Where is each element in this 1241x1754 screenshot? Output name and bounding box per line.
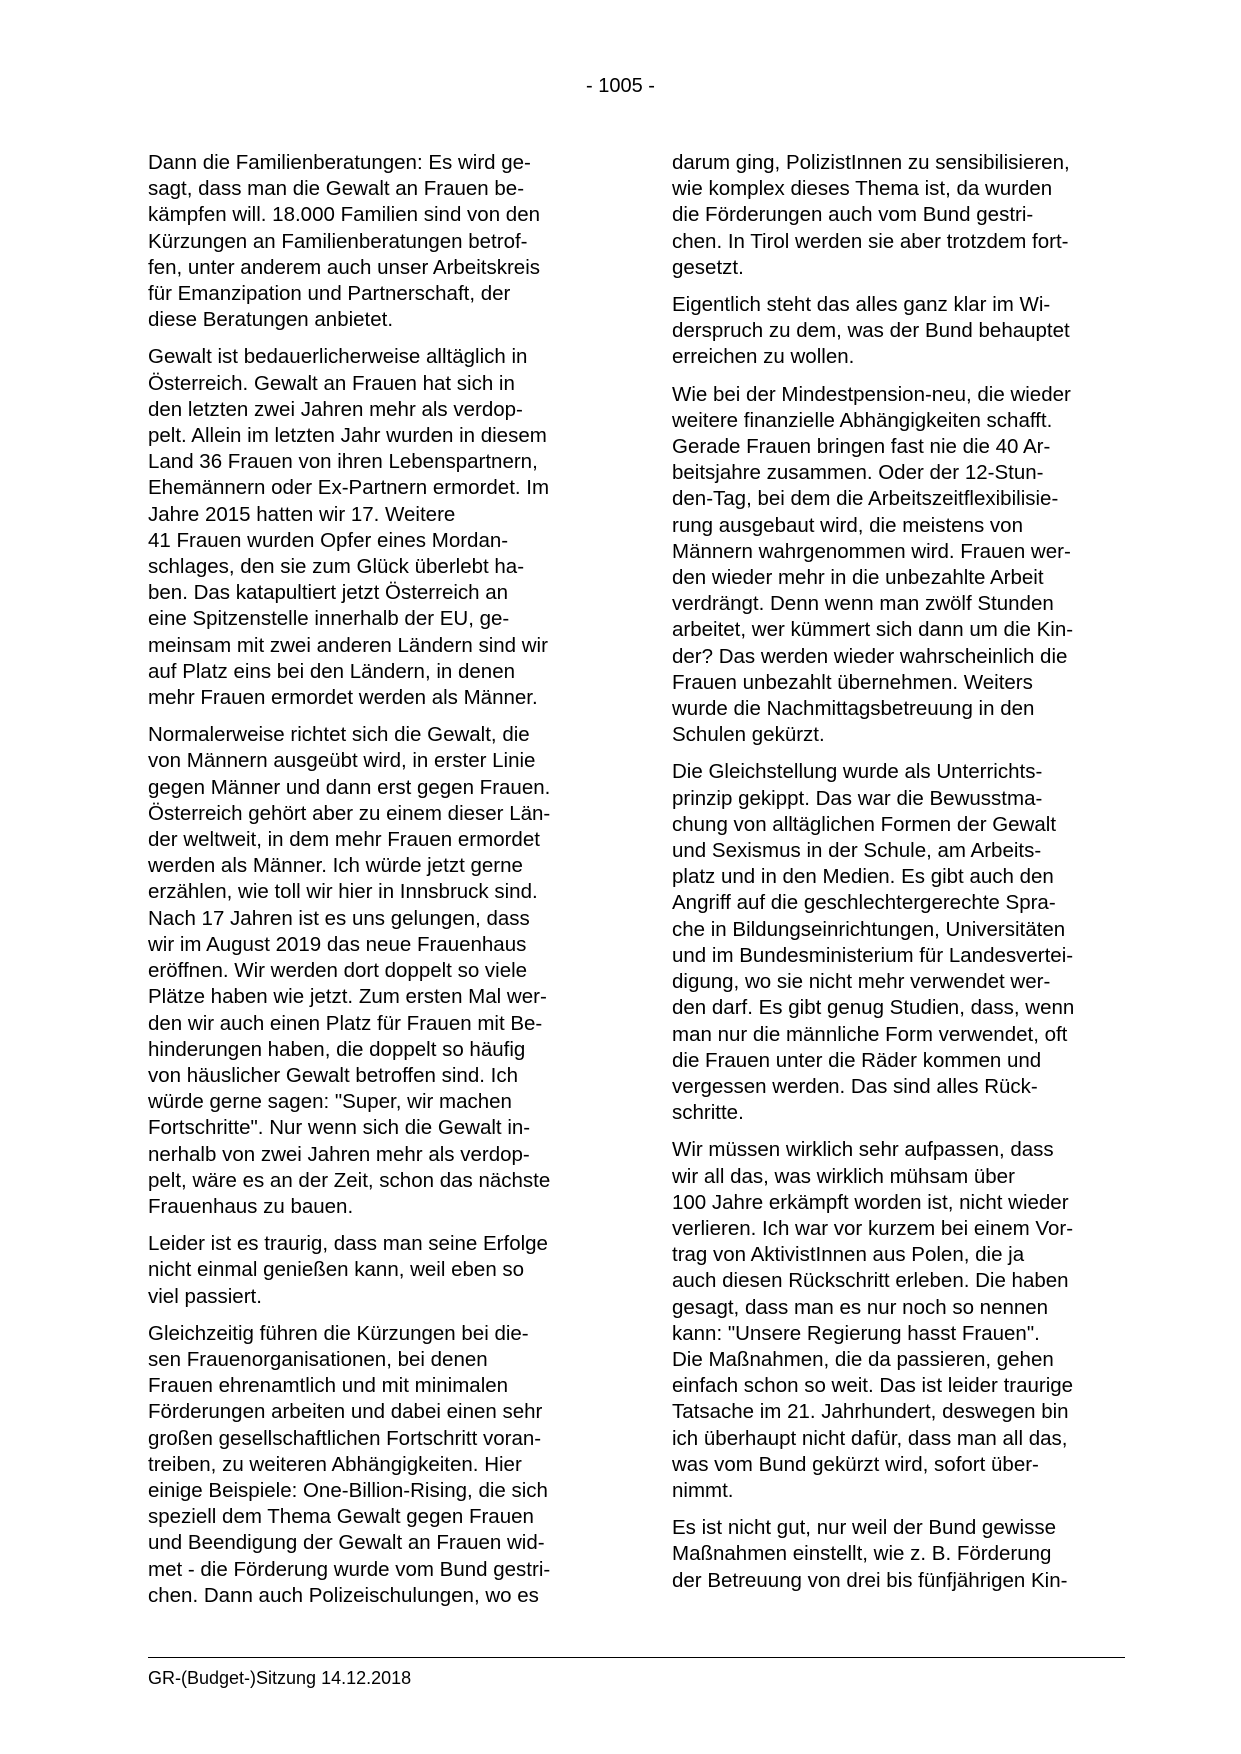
text-line: kämpfen will. 18.000 Familien sind von den: [148, 203, 540, 227]
right-column: [672, 150, 1116, 1605]
text-line: sen Frauenorganisationen, bei denen: [148, 1347, 488, 1371]
text-line: den wir auch einen Platz für Frauen mit Be-: [148, 1011, 543, 1035]
text-line: von Männern ausgeübt wird, in erster Linie: [148, 749, 536, 773]
text-line: Männern wahrgenommen wird. Frauen wer-: [672, 539, 1071, 563]
text-line: großen gesellschaftlichen Fortschritt voran-: [148, 1426, 542, 1450]
text-line: pelt. Allein im letzten Jahr wurden in diesem: [148, 424, 547, 448]
text-line: Normalerweise richtet sich die Gewalt, die: [148, 723, 530, 747]
page-number: - 1005 -: [586, 75, 655, 97]
text-line: man nur die männliche Form verwendet, oft: [672, 1022, 1068, 1046]
text-line: Gleichzeitig führen die Kürzungen bei die-: [148, 1321, 529, 1345]
text-line: eine Spitzenstelle innerhalb der EU, ge-: [148, 607, 510, 631]
text-line: Die Gleichstellung wurde als Unterrichts-: [672, 760, 1043, 784]
text-line: Fortschritte". Nur wenn sich die Gewalt in-: [148, 1116, 531, 1140]
paragraph: [672, 1515, 1116, 1594]
text-line: arbeitet, wer kümmert sich dann um die Kin-: [672, 618, 1074, 642]
footer-session-date: GR-(Budget-)Sitzung 14.12.2018: [148, 1668, 412, 1688]
text-line: nimmt.: [672, 1478, 734, 1502]
text-line: verlieren. Ich war vor kurzem bei einem Vor-: [672, 1216, 1074, 1240]
text-line: würde gerne sagen: "Super, wir machen: [148, 1090, 512, 1114]
text-line: Österreich. Gewalt an Frauen hat sich in: [148, 371, 515, 395]
text-line: die Förderungen auch vom Bund gestri-: [672, 203, 1034, 227]
text-line: verdrängt. Denn wenn man zwölf Stunden: [672, 592, 1054, 616]
text-line: Gewalt ist bedauerlicherweise alltäglich in: [148, 345, 528, 369]
text-line: die Frauen unter die Räder kommen und: [672, 1048, 1042, 1072]
text-line: beitsjahre zusammen. Oder der 12-Stun-: [672, 461, 1044, 485]
text-line: trag von AktivistInnen aus Polen, die ja: [672, 1243, 1025, 1267]
text-line: ben. Das katapultiert jetzt Österreich an: [148, 581, 509, 605]
text-line: Schulen gekürzt.: [672, 723, 825, 747]
text-line: pelt, wäre es an der Zeit, schon das nächste: [148, 1168, 551, 1192]
text-line: treiben, zu weiteren Abhängigkeiten. Hier: [148, 1452, 522, 1476]
text-line: platz und in den Medien. Es gibt auch den: [672, 865, 1054, 889]
text-line: wir all das, was wirklich mühsam über: [672, 1164, 1015, 1188]
text-line: Österreich gehört aber zu einem dieser Län-: [148, 801, 551, 825]
text-line: Frauenhaus zu bauen.: [148, 1194, 354, 1218]
text-line: prinzip gekippt. Das war die Bewusstma-: [672, 786, 1043, 810]
text-line: für Emanzipation und Partnerschaft, der: [148, 282, 511, 306]
paragraph: [672, 382, 1116, 749]
text-line: von häuslicher Gewalt betroffen sind. Ich: [148, 1063, 518, 1087]
text-line: gesagt, dass man es nur noch so nennen: [672, 1295, 1049, 1319]
text-line: weitere finanzielle Abhängigkeiten schafft.: [672, 408, 1053, 432]
text-line: nicht einmal genießen kann, weil eben so: [148, 1258, 525, 1282]
text-line: speziell dem Thema Gewalt gegen Frauen: [148, 1505, 534, 1529]
text-line: chen. Dann auch Polizeischulungen, wo es: [148, 1583, 539, 1607]
text-line: Wie bei der Mindestpension-neu, die wieder: [672, 382, 1071, 406]
paragraph: [148, 1321, 598, 1609]
text-line: che in Bildungseinrichtungen, Universitäten: [672, 917, 1066, 941]
paragraph: [672, 292, 1116, 371]
text-line: was vom Bund gekürzt wird, sofort über-: [672, 1452, 1039, 1476]
text-line: vergessen werden. Das sind alles Rück-: [672, 1074, 1038, 1098]
text-line: nerhalb von zwei Jahren mehr als verdop-: [148, 1142, 530, 1166]
text-line: den darf. Es gibt genug Studien, dass, wenn: [672, 996, 1075, 1020]
text-line: Frauen unbezahlt übernehmen. Weiters: [672, 670, 1033, 694]
text-line: auf Platz eins bei den Ländern, in denen: [148, 659, 515, 683]
text-line: erzählen, wie toll wir hier in Innsbruck sind.: [148, 880, 538, 904]
text-line: und Beendigung der Gewalt an Frauen wid-: [148, 1531, 545, 1555]
text-line: den-Tag, bei dem die Arbeitszeitflexibilisie-: [672, 487, 1059, 511]
text-line: Es ist nicht gut, nur weil der Bund gewisse: [672, 1516, 1056, 1540]
text-line: wie komplex dieses Thema ist, da wurden: [672, 177, 1053, 201]
text-line: auch diesen Rückschritt erleben. Die haben: [672, 1269, 1069, 1293]
text-line: der? Das werden wieder wahrscheinlich die: [672, 644, 1068, 668]
paragraph: [148, 722, 598, 1220]
text-line: Nach 17 Jahren ist es uns gelungen, dass: [148, 906, 530, 930]
text-line: chen. In Tirol werden sie aber trotzdem fort-: [672, 229, 1069, 253]
text-line: chung von alltäglichen Formen der Gewalt: [672, 812, 1057, 836]
text-line: Plätze haben wie jetzt. Zum ersten Mal wer-: [148, 985, 547, 1009]
text-line: gesetzt.: [672, 255, 744, 279]
text-line: fen, unter anderem auch unser Arbeitskreis: [148, 255, 540, 279]
text-line: einige Beispiele: One-Billion-Rising, die sich: [148, 1478, 548, 1502]
text-line: Dann die Familienberatungen: Es wird ge-: [148, 151, 531, 174]
text-line: kann: "Unsere Regierung hasst Frauen".: [672, 1321, 1040, 1345]
text-line: der weltweit, in dem mehr Frauen ermordet: [148, 828, 540, 852]
text-line: Eigentlich steht das alles ganz klar im Wi-: [672, 293, 1051, 317]
text-line: wurde die Nachmittagsbetreuung in den: [672, 697, 1035, 721]
text-line: erreichen zu wollen.: [672, 345, 855, 369]
text-line: meinsam mit zwei anderen Ländern sind wir: [148, 633, 548, 657]
text-line: den letzten zwei Jahren mehr als verdop-: [148, 397, 523, 421]
text-line: rung ausgebaut wird, die meistens von: [672, 513, 1023, 537]
text-line: gegen Männer und dann erst gegen Frauen.: [148, 775, 551, 799]
text-line: Kürzungen an Familienberatungen betrof-: [148, 229, 528, 253]
paragraph: [672, 1137, 1116, 1504]
text-line: Frauen ehrenamtlich und mit minimalen: [148, 1374, 509, 1398]
text-line: schlages, den sie zum Glück überlebt ha-: [148, 555, 525, 579]
left-column: [148, 150, 598, 1620]
text-line: Förderungen arbeiten und dabei einen sehr: [148, 1400, 543, 1424]
text-line: der Betreuung von drei bis fünfjährigen Kin-: [672, 1568, 1068, 1592]
text-line: 41 Frauen wurden Opfer eines Mordan-: [148, 528, 509, 552]
text-line: und im Bundesministerium für Landesvertei-: [672, 943, 1074, 967]
text-line: den wieder mehr in die unbezahlte Arbeit: [672, 566, 1044, 590]
paragraph: [148, 1231, 598, 1310]
text-line: Die Maßnahmen, die da passieren, gehen: [672, 1347, 1054, 1371]
footer-divider: [148, 1657, 1125, 1658]
text-line: Ehemännern oder Ex-Partnern ermordet. Im: [148, 476, 550, 500]
paragraph: [672, 759, 1116, 1126]
text-line: 100 Jahre erkämpft worden ist, nicht wieder: [672, 1190, 1069, 1214]
text-line: Wir müssen wirklich sehr aufpassen, dass: [672, 1138, 1054, 1162]
paragraph: [672, 150, 1116, 281]
text-line: viel passiert.: [148, 1284, 262, 1308]
paragraph: [148, 344, 598, 711]
text-line: werden als Männer. Ich würde jetzt gerne: [148, 854, 523, 878]
text-line: wir im August 2019 das neue Frauenhaus: [148, 932, 527, 956]
text-line: Angriff auf die geschlechtergerechte Spra-: [672, 891, 1056, 915]
text-line: mehr Frauen ermordet werden als Männer.: [148, 686, 538, 710]
text-line: sagt, dass man die Gewalt an Frauen be-: [148, 177, 525, 201]
text-line: Land 36 Frauen von ihren Lebenspartnern,: [148, 450, 538, 474]
text-line: Maßnahmen einstellt, wie z. B. Förderung: [672, 1542, 1052, 1566]
text-line: ich überhaupt nicht dafür, dass man all das,: [672, 1426, 1068, 1450]
paragraph: [148, 150, 598, 333]
text-line: Gerade Frauen bringen fast nie die 40 Ar-: [672, 435, 1051, 459]
text-line: derspruch zu dem, was der Bund behauptet: [672, 319, 1070, 343]
text-line: diese Beratungen anbietet.: [148, 308, 394, 332]
text-line: met - die Förderung wurde vom Bund gestri-: [148, 1557, 551, 1581]
text-line: Tatsache im 21. Jahrhundert, deswegen bin: [672, 1400, 1069, 1424]
text-line: eröffnen. Wir werden dort doppelt so viele: [148, 959, 528, 983]
text-line: Leider ist es traurig, dass man seine Erfolge: [148, 1232, 548, 1256]
text-line: darum ging, PolizistInnen zu sensibilisieren,: [672, 151, 1070, 174]
text-line: einfach schon so weit. Das ist leider traurige: [672, 1374, 1074, 1398]
text-line: Jahre 2015 hatten wir 17. Weitere: [148, 502, 456, 526]
text-line: hinderungen haben, die doppelt so häufig: [148, 1037, 526, 1061]
text-line: und Sexismus in der Schule, am Arbeits-: [672, 839, 1042, 863]
text-line: digung, wo sie nicht mehr verwendet wer-: [672, 970, 1051, 994]
text-line: schritte.: [672, 1101, 744, 1125]
